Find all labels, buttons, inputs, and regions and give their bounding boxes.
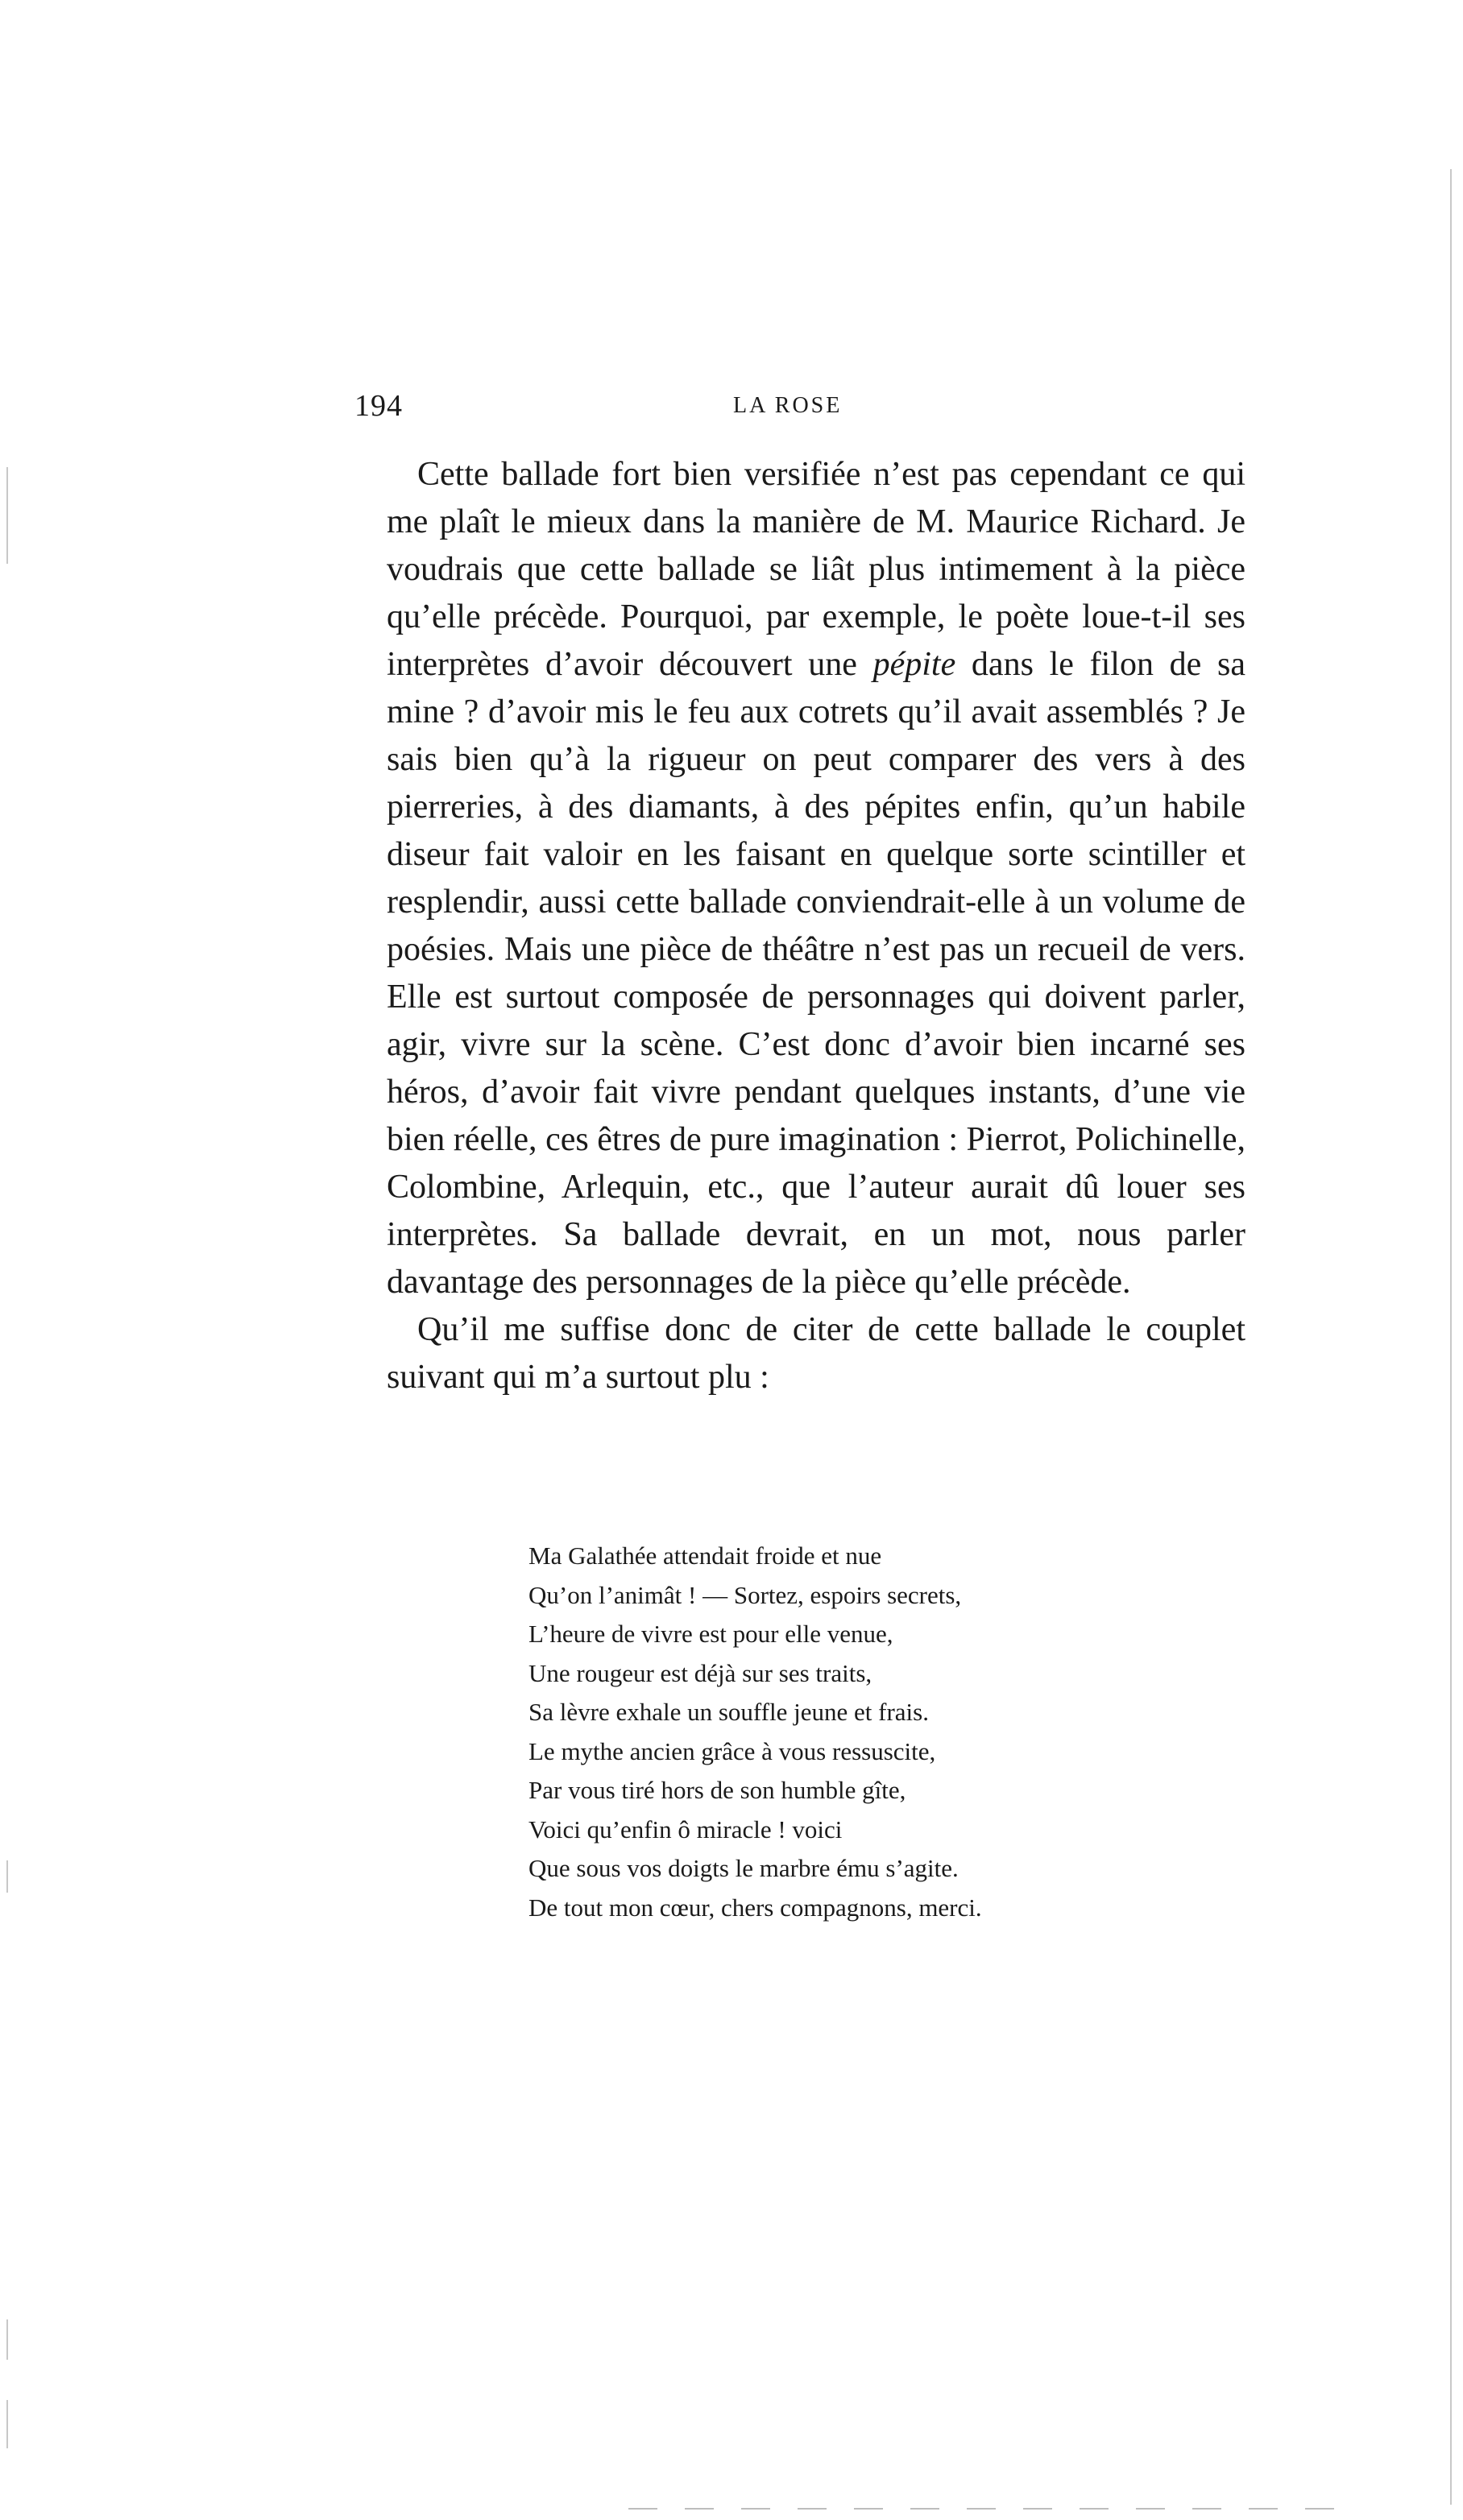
verse-line: Sa lèvre exhale un souffle jeune et frais. bbox=[528, 1698, 929, 1726]
verse-line: L’heure de vivre est pour elle venue, bbox=[528, 1620, 893, 1648]
verse-line: Qu’on l’animât ! — Sortez, espoirs secrets, bbox=[528, 1580, 962, 1609]
verse-line: Ma Galathée attendait froide et nue bbox=[528, 1541, 882, 1570]
paragraph bbox=[387, 451, 1245, 1306]
paragraph-text: dans le filon de sa mine ? d’avoir mis le feu aux cotrets qu’il avait assemblés ? Je sais bien qu’à la rigueur on peut comparer des vers à des pierreries, à des diamants, à des pépites enfin, qu’un habile diseur fait valoir en les faisant en quelque sorte scintiller et resplendir, aussi cette ballade conviendrait-elle à un volume de poésies. Mais une pièce de théâtre n’est pas un recueil de vers. Elle est surtout composée de personnages qui doivent parler, agir, vivre sur la scène. C’est donc d’avoir bien incarné ses héros, d’avoir fait vivre pendant quelques instants, d’une vie bien réelle, ces êtres de pure imagination : Pierrot, Polichinelle, Colombine, Arlequin, etc., que l’auteur aurait dû louer ses interprètes. Sa ballade devrait, en un mot, nous parler davantage des personnages de la pièce qu’elle précède. bbox=[387, 646, 1246, 1301]
running-title: LA ROSE bbox=[733, 393, 843, 418]
scan-dash-row bbox=[628, 2508, 1353, 2510]
body-text bbox=[387, 451, 1245, 1401]
scan-edge-mark bbox=[6, 2319, 8, 2360]
verse-line: Par vous tiré hors de son humble gîte, bbox=[528, 1776, 906, 1804]
running-head bbox=[354, 388, 1257, 428]
verse-stanza bbox=[528, 1537, 1141, 1927]
verse-line: Que sous vos doigts le marbre ému s’agite. bbox=[528, 1854, 959, 1882]
verse-line: Une rougeur est déjà sur ses traits, bbox=[528, 1658, 872, 1687]
page-number: 194 bbox=[354, 389, 403, 423]
verse-line: Le mythe ancien grâce à vous ressuscite, bbox=[528, 1736, 936, 1765]
scan-edge-mark bbox=[1450, 169, 1452, 2505]
scan-edge-mark bbox=[6, 467, 8, 564]
verse-line: Voici qu’enfin ô miracle ! voici bbox=[528, 1814, 843, 1843]
scan-edge-mark bbox=[6, 2400, 8, 2448]
paragraph: Qu’il me suffise donc de citer de cette ballade le couplet suivant qui m’a surtout plu : bbox=[387, 1311, 1245, 1396]
scan-edge-mark bbox=[6, 1860, 8, 1893]
paragraph-text: Cette ballade fort bien versifiée n’est pas cependant ce qui me plaît le mieux dans la manière de M. Maurice Richard. Je voudrais que cette ballade se liât plus intimement à la pièce qu’elle précède. Pourquoi, par exemple, le poète loue-t-il ses interprètes d’avoir découvert une bbox=[387, 456, 1245, 683]
verse-line: De tout mon cœur, chers compagnons, merci. bbox=[528, 1893, 982, 1922]
emphasized-word: pépite bbox=[872, 646, 956, 683]
